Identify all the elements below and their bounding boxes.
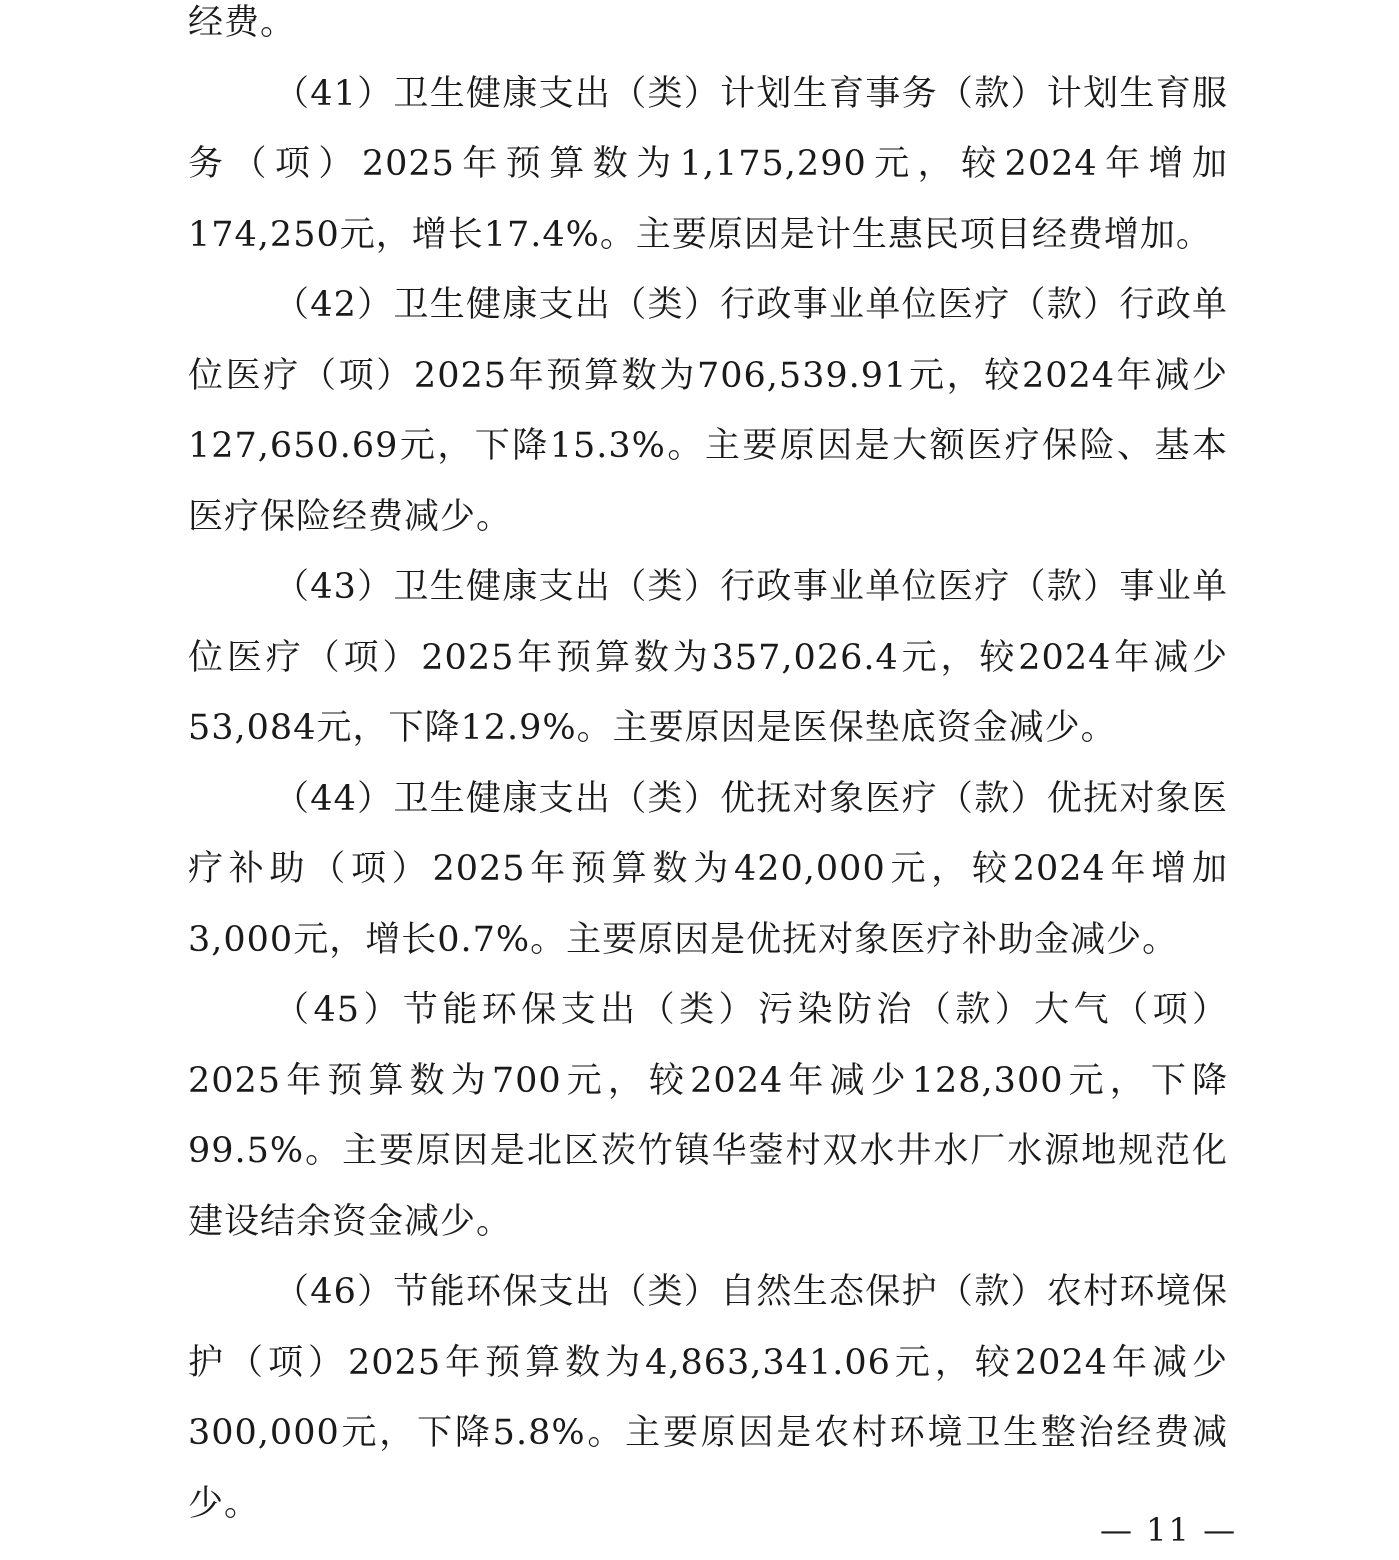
paragraph-42: （42）卫生健康支出（类）行政事业单位医疗（款）行政单位医疗（项）2025年预算数为706,539.91元，较2024年减少127,650.69元，下降15.3%。主要原因是大额医疗保险、基本医疗保险经费减少。	[188, 285, 1228, 537]
page-number: — 11 —	[1100, 1511, 1238, 1549]
paragraph-45: （45）节能环保支出（类）污染防治（款）大气（项）2025年预算数为700元，较2024年减少128,300元，下降99.5%。主要原因是北区茨竹镇华蓥村双水井水厂水源地规范化建设结余资金减少。	[188, 990, 1228, 1242]
paragraph-44: （44）卫生健康支出（类）优抚对象医疗（款）优抚对象医疗补助（项）2025年预算数为420,000元，较2024年增加3,000元，增长0.7%。主要原因是优抚对象医疗补助金减少。	[188, 778, 1228, 960]
paragraph-43: （43）卫生健康支出（类）行政事业单位医疗（款）事业单位医疗（项）2025年预算数为357,026.4元，较2024年减少53,084元，下降12.9%。主要原因是医保垫底资金减少。	[188, 567, 1228, 748]
paragraph-46: （46）节能环保支出（类）自然生态保护（款）农村环境保护（项）2025年预算数为4,863,341.06元，较2024年减少300,000元，下降5.8%。主要原因是农村环境卫生整治经费减少。	[188, 1272, 1228, 1524]
paragraph-41: （41）卫生健康支出（类）计划生育事务（款）计划生育服务（项）2025年预算数为1,175,290元，较2024年增加174,250元，增长17.4%。主要原因是计生惠民项目经费增加。	[188, 73, 1228, 255]
lead-text: 经费。	[188, 3, 297, 43]
document-page	[188, 0, 1228, 1539]
